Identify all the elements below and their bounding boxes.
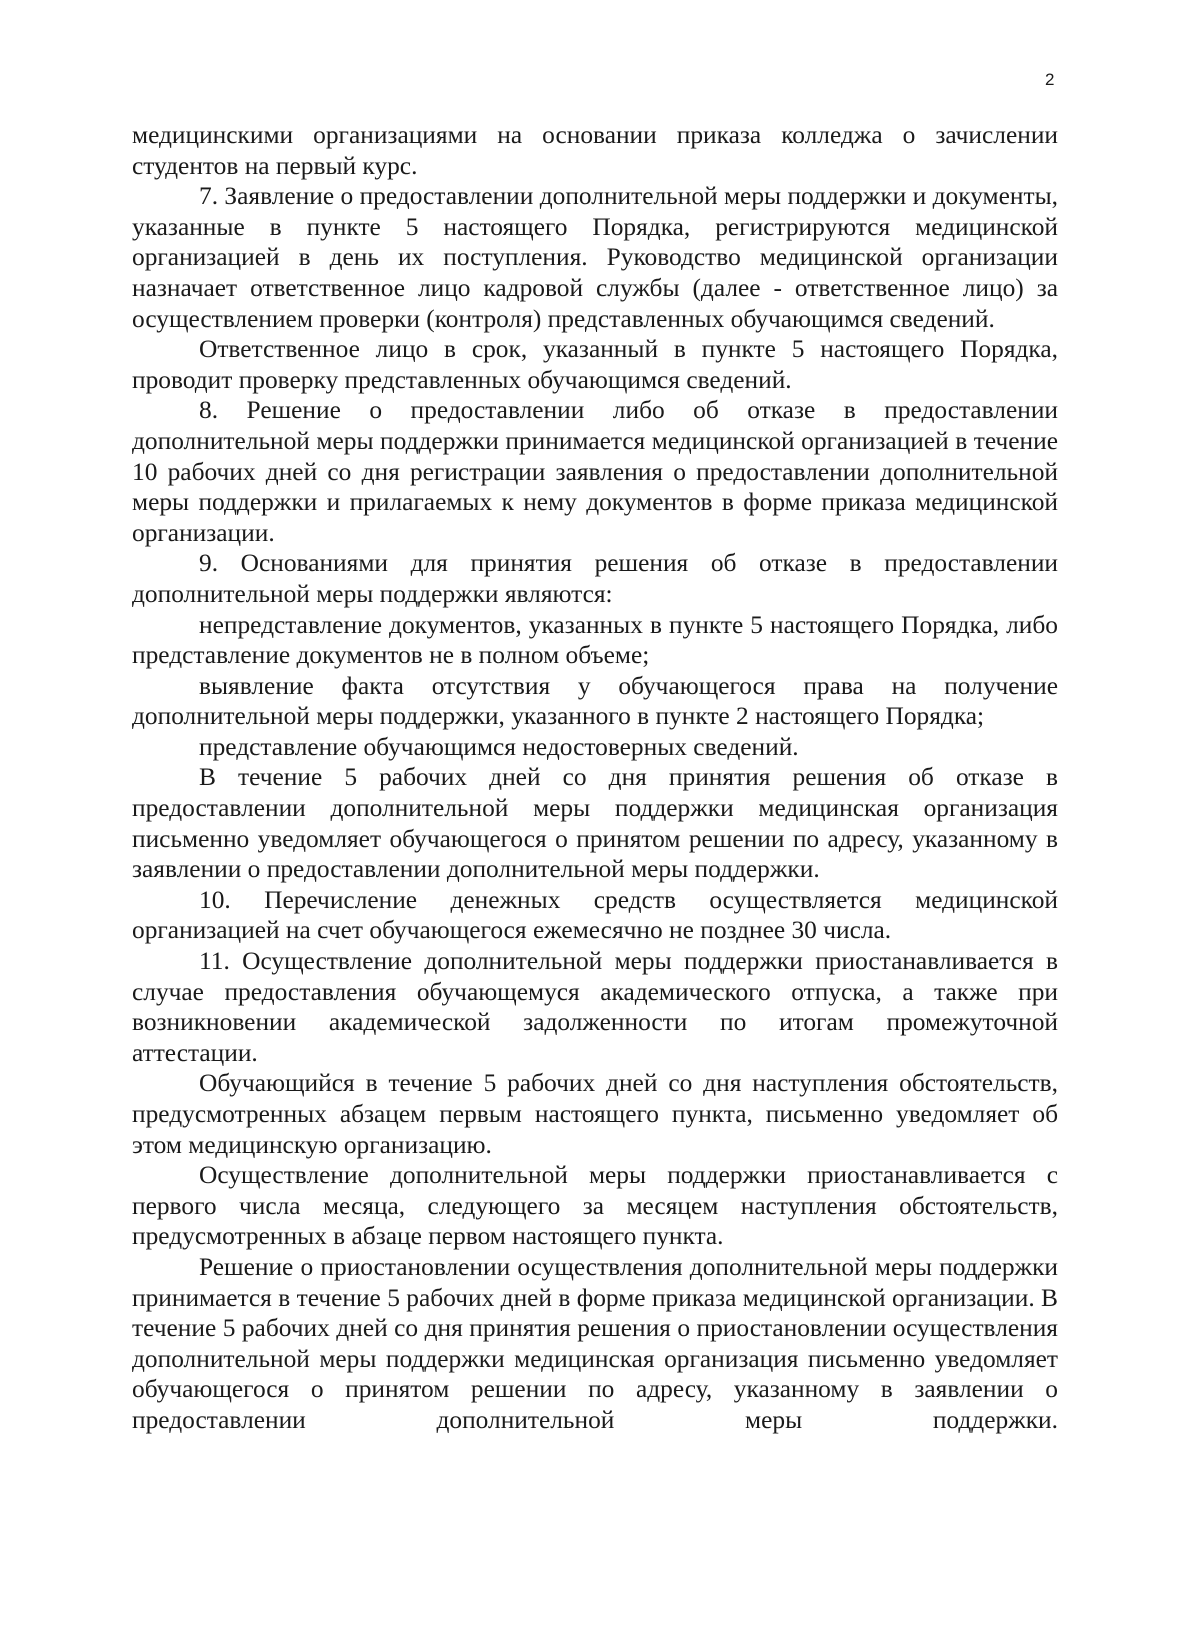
paragraph-refusal-ground-3: представление обучающимся недостоверных сведений. (199, 732, 799, 761)
paragraph-refusal-ground-2: выявление факта отсутствия у обучающегося права на получение дополнительной меры поддержки, указанного в пункте 2 настоящего Порядка; (132, 671, 1058, 731)
paragraph-item-9: 9. Основаниями для принятия решения об отказе в предоставлении дополнительной меры поддержки являются: (132, 549, 1058, 608)
paragraph-item-7: 7. Заявление о предоставлении дополнительной меры поддержки и документы, указанные в пункте 5 настоящего Порядка, регистрируются медицинской организацией в день их поступления. Руководство медицинской организации назначает ответственное лицо кадровой службы (далее - ответственное лицо) за осуществлением проверки (контроля) представленных обучающимся сведений. (132, 182, 1058, 333)
paragraph-refusal-notice: В течение 5 рабочих дней со дня принятия решения об отказе в предоставлении дополнительной меры поддержки медицинская организация письменно уведомляет обучающегося о принятом решении по адресу, указанному в заявлении о предоставлении дополнительной меры поддержки. (132, 763, 1058, 884)
paragraph-item-11: 11. Осуществление дополнительной меры поддержки приостанавливается в случае предоставления обучающемуся академического отпуска, а также при возникновении академической задолженности по итогам промежуточной аттестации. (132, 947, 1058, 1067)
paragraph-suspension-start: Осуществление дополнительной меры поддержки приостанавливается с первого числа месяца, следующего за месяцем наступления обстоятельств, предусмотренных в абзаце первом настоящего пункта. (132, 1161, 1058, 1251)
paragraph-continuation: медицинскими организациями на основании приказа колледжа о зачислении студентов на первый курс. (132, 121, 1058, 180)
paragraph-refusal-ground-1: непредставление документов, указанных в пункте 5 настоящего Порядка, либо представление документов не в полном объеме; (132, 610, 1058, 670)
paragraph-student-notice: Обучающийся в течение 5 рабочих дней со дня наступления обстоятельств, предусмотренных абзацем первым настоящего пункта, письменно уведомляет об этом медицинскую организацию. (132, 1069, 1058, 1159)
document-body (132, 120, 1058, 1436)
page-number: 2 (1045, 70, 1055, 89)
paragraph-responsible-check: Ответственное лицо в срок, указанный в пункте 5 настоящего Порядка, проводит проверку представленных обучающимся сведений. (132, 335, 1058, 394)
paragraph-suspension-decision: Решение о приостановлении осуществления дополнительной меры поддержки принимается в течение 5 рабочих дней в форме приказа медицинской организации. В течение 5 рабочих дней со дня принятия решения о приостановлении осуществления дополнительной меры поддержки медицинская организация письменно уведомляет обучающегося о принятом решении по адресу, указанному в заявлении о предоставлении дополнительной меры поддержки. (132, 1252, 1058, 1434)
paragraph-item-10: 10. Перечисление денежных средств осуществляется медицинской организацией на счет обучающегося ежемесячно не позднее 30 числа. (132, 885, 1058, 945)
paragraph-item-8: 8. Решение о предоставлении либо об отказе в предоставлении дополнительной меры поддержки принимается медицинской организацией в течение 10 рабочих дней со дня регистрации заявления о предоставлении дополнительной меры поддержки и прилагаемых к нему документов в форме приказа медицинской организации. (132, 396, 1058, 547)
